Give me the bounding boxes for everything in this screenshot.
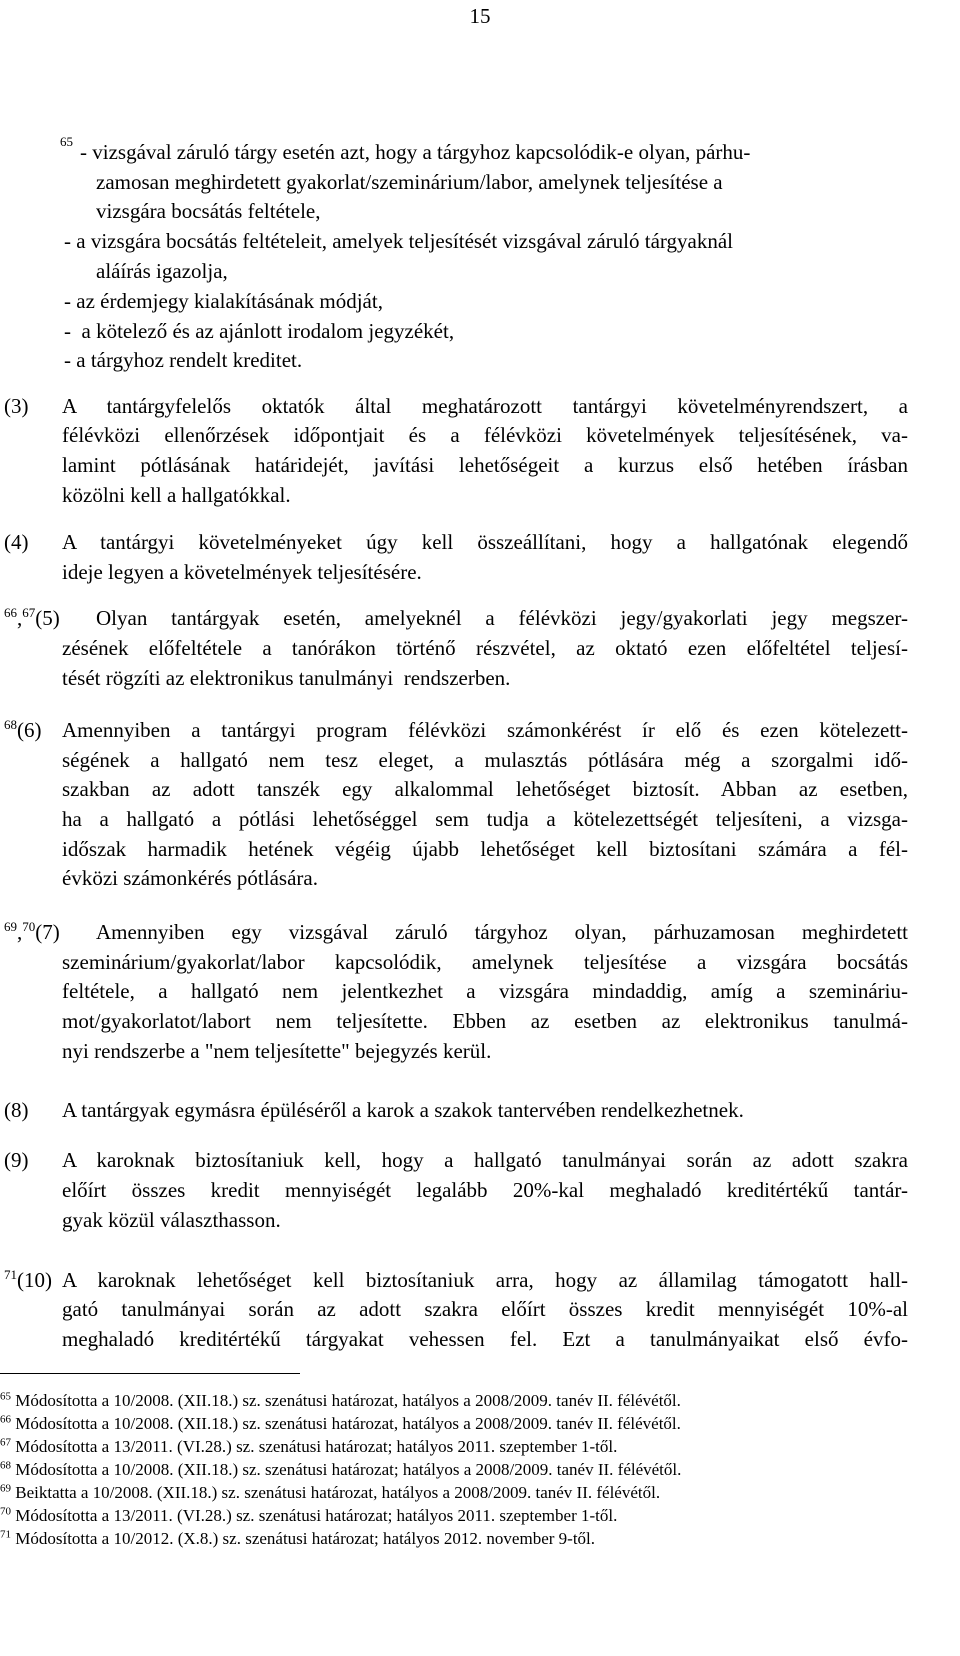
paragraph-line: ha a hallgató a pótlási lehetőséggel sem tudja a kötelezettségét teljesíteni, a vizsga- [62, 807, 908, 831]
footnote-ref: 69 [4, 919, 17, 934]
paragraph-line: gató tanulmányai során az adott szakra előírt összes kredit mennyiségét 10%-al [62, 1297, 908, 1321]
footnote: $^{71}$ Módosította a 10/2012. (X.8.) sz. szenátusi határozat; hatályos 2012. november 9-től. [0, 1528, 596, 1548]
list-item: - a kötelező és az ajánlott irodalom jegyzékét, [64, 319, 455, 343]
footnote-ref: 66 [4, 605, 17, 620]
paragraph-line: félévközi ellenőrzések időpontjait és a félévközi követelmények teljesítésének, va- [62, 423, 908, 447]
paragraph-number: (10) [17, 1268, 52, 1292]
paragraph-number: (7) [35, 920, 60, 944]
paragraph-line: ideje legyen a követelmények teljesítésére. [62, 560, 422, 584]
footnote-ref: 68 [4, 717, 17, 732]
paragraph-line: ségének a hallgató nem tesz eleget, a mulasztás pótlására még a szorgalmi idő- [62, 748, 908, 772]
paragraph-line: feltétele, a hallgató nem jelentkezhet a vizsgára mindaddig, amíg a szemináriu- [62, 979, 908, 1003]
footnote: $^{70}$ Módosította a 13/2011. (VI.28.) sz. szenátusi határozat; hatályos 2011. szeptember 1-től. [0, 1505, 618, 1525]
paragraph-line: A tantárgyi követelményeket úgy kell összeállítani, hogy a hallgatónak elegendő [62, 530, 908, 554]
paragraph-line: időszak harmadik hetének végéig újabb lehetőséget kell biztosítani számára a fél- [62, 837, 908, 861]
list-item-cont: aláírás igazolja, [96, 259, 228, 283]
paragraph-number-refs [4, 716, 42, 745]
list-item-cont: vizsgára bocsátás feltétele, [96, 199, 321, 223]
paragraph-number-refs: $^{66}$,$^{67}$(5) [4, 605, 60, 630]
paragraph-line: közölni kell a hallgatókkal. [62, 483, 291, 507]
paragraph-line: szakban az adott tanszék egy alkalommal lehetőséget biztosít. Abban az esetben, [62, 777, 908, 801]
paragraph-line: A tantárgyfelelős oktatók által meghatározott tantárgyi követelményrendszert, a [62, 394, 908, 418]
paragraph-number: (9) [4, 1148, 29, 1172]
paragraph-number: (4) [4, 530, 29, 554]
list-item: - vizsgával záruló tárgy esetén azt, hogy a tárgyhoz kapcsolódik-e olyan, párhu- [80, 140, 751, 164]
paragraph-line: A karoknak lehetőséget kell biztosítaniuk arra, hogy az államilag támogatott hall- [62, 1268, 908, 1292]
list-item: - a tárgyhoz rendelt kreditet. [64, 348, 303, 372]
paragraph-number-refs [4, 1266, 52, 1295]
paragraph-line: mot/gyakorlatot/labort nem teljesítette. Ebben az esetben az elektronikus tanulmá- [62, 1009, 908, 1033]
paragraph-number-refs: $^{69}$,$^{70}$(7) [4, 919, 60, 944]
paragraph-line: előírt összes kredit mennyiségét legalább 20%-kal meghaladó kreditértékű tantár- [62, 1178, 908, 1202]
paragraph-number: (6) [17, 718, 42, 742]
paragraph-line: A karoknak biztosítaniuk kell, hogy a hallgató tanulmányai során az adott szakra [62, 1148, 908, 1172]
footnote: $^{69}$ Beiktatta a 10/2008. (XII.18.) sz. szenátusi határozat, hatályos a 2008/2009. tanév II. félévétől. [0, 1482, 661, 1502]
footnote: $^{65}$ Módosította a 10/2008. (XII.18.) sz. szenátusi határozat, hatályos a 2008/2009. tanév II. félévétől. [0, 1390, 681, 1410]
paragraph-number: (5) [35, 606, 60, 630]
paragraph-line: évközi számonkérés pótlására. [62, 866, 318, 890]
list-item-cont: zamosan meghirdetett gyakorlat/szeminárium/labor, amelynek teljesítése a [96, 170, 723, 194]
paragraph-number: (3) [4, 394, 29, 418]
paragraph-line: gyak közül választhasson. [62, 1208, 281, 1232]
paragraph-line: nyi rendszerbe a "nem teljesítette" bejegyzés kerül. [62, 1039, 492, 1063]
list-item: - az érdemjegy kialakításának módját, [64, 289, 383, 313]
paragraph-line: Olyan tantárgyak esetén, amelyeknél a félévközi jegy/gyakorlati jegy megszer- [96, 606, 908, 630]
footnote: $^{68}$ Módosította a 10/2008. (XII.18.) sz. szenátusi határozat; hatályos a 2008/2009. tanév II. félévétől. [0, 1459, 682, 1479]
page-number: 15 [469, 4, 491, 28]
footnote: $^{67}$ Módosította a 13/2011. (VI.28.) sz. szenátusi határozat; hatályos 2011. szeptember 1-től. [0, 1436, 618, 1456]
footnote-ref: 67 [22, 605, 36, 620]
paragraph-line: lamint pótlásának határidejét, javítási lehetőségeit a kurzus első hetében írásban [62, 453, 908, 477]
paragraph-line: szeminárium/gyakorlat/labor kapcsolódik, amelynek teljesítése a vizsgára bocsátás [62, 950, 908, 974]
paragraph-line: Amennyiben a tantárgyi program félévközi számonkérést ír elő és ezen kötelezett- [62, 718, 908, 742]
paragraph-line: tését rögzíti az elektronikus tanulmányi rendszerben. [62, 666, 511, 690]
footnote-ref: 65 [60, 134, 73, 149]
paragraph-line: meghaladó kreditértékű tárgyakat vehessen fel. Ezt a tanulmányaikat első évfo- [62, 1327, 908, 1351]
paragraph-line: zésének előfeltétele a tanórákon történő részvétel, az oktató ezen előfeltétel teljesí- [62, 636, 908, 660]
footnote: $^{66}$ Módosította a 10/2008. (XII.18.) sz. szenátusi határozat, hatályos a 2008/2009. tanév II. félévétől. [0, 1413, 681, 1433]
list-item: - a vizsgára bocsátás feltételeit, amelyek teljesítését vizsgával záruló tárgyaknál [64, 229, 733, 253]
paragraph-line: A tantárgyak egymásra épüléséről a karok a szakok tantervében rendelkezhetnek. [62, 1098, 744, 1122]
footnote-separator [0, 1373, 300, 1374]
footnote-ref: 70 [22, 919, 36, 934]
paragraph-line: Amennyiben egy vizsgával záruló tárgyhoz olyan, párhuzamosan meghirdetett [96, 920, 908, 944]
paragraph-number: (8) [4, 1098, 29, 1122]
footnote-ref: 71 [4, 1267, 17, 1282]
